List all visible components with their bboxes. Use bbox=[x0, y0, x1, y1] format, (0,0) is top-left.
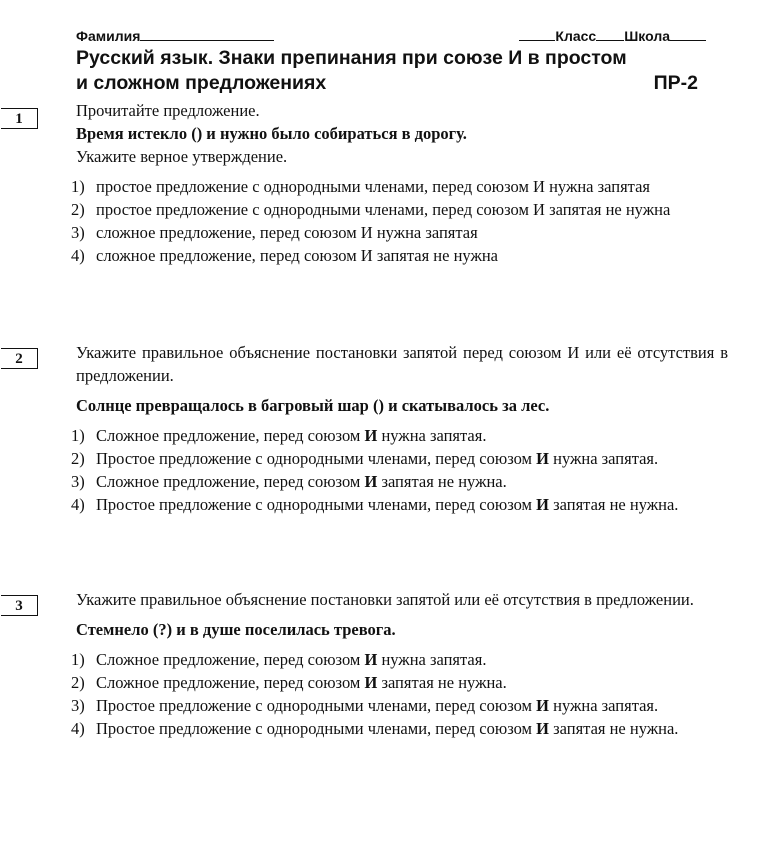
option-text: Сложное предложение, перед союзом bbox=[96, 650, 365, 669]
student-info-line bbox=[76, 27, 706, 45]
question-prompt: Укажите верное утверждение. bbox=[76, 147, 288, 166]
worksheet-code: ПР-2 bbox=[653, 72, 698, 94]
answer-option[interactable] bbox=[71, 424, 728, 447]
option-text: простое предложение с однородными членами, перед союзом И нужна запятая bbox=[96, 177, 650, 196]
option-text: запятая не нужна. bbox=[548, 719, 679, 738]
question-prompt: Укажите правильное объяснение постановки запятой перед союзом И или её отсутствия в предложении. bbox=[76, 343, 728, 385]
question-1 bbox=[71, 99, 728, 267]
option-number: 2) bbox=[71, 449, 85, 468]
answer-option[interactable] bbox=[71, 493, 728, 516]
option-number: 1) bbox=[71, 177, 85, 196]
answer-option[interactable] bbox=[71, 244, 728, 267]
option-text: Простое предложение с однородными членами, перед союзом bbox=[96, 495, 537, 514]
option-text: нужна запятая. bbox=[377, 650, 487, 669]
question-number-box: 1 bbox=[1, 108, 38, 129]
surname-field bbox=[76, 27, 274, 44]
answer-option[interactable] bbox=[71, 447, 728, 470]
option-text: нужна запятая. bbox=[548, 449, 659, 468]
option-number: 2) bbox=[71, 200, 85, 219]
option-text: Сложное предложение, перед союзом bbox=[96, 426, 365, 445]
conjunction-bold: И bbox=[536, 696, 549, 715]
option-number: 2) bbox=[71, 673, 85, 692]
option-text: запятая не нужна. bbox=[548, 495, 679, 514]
class-school-fields bbox=[519, 27, 706, 44]
answer-option[interactable] bbox=[71, 198, 728, 221]
title-line-2: и сложном предложениях bbox=[76, 72, 327, 94]
answer-option[interactable] bbox=[71, 470, 728, 493]
option-number: 4) bbox=[71, 719, 85, 738]
answer-options bbox=[71, 424, 728, 516]
answer-option[interactable] bbox=[71, 717, 728, 740]
option-text: нужна запятая. bbox=[548, 696, 659, 715]
question-sentence: Стемнело (?) и в душе поселилась тревога. bbox=[76, 620, 396, 639]
conjunction-bold: И bbox=[364, 426, 378, 445]
question-number-box: 3 bbox=[1, 595, 38, 616]
option-text: нужна запятая. bbox=[377, 426, 487, 445]
option-number: 4) bbox=[71, 246, 85, 265]
title-line-1: Русский язык. Знаки препинания при союзе И в простом bbox=[76, 47, 627, 69]
option-text: Сложное предложение, перед союзом bbox=[96, 472, 365, 491]
option-text: сложное предложение, перед союзом И запятая не нужна bbox=[96, 246, 499, 265]
answer-options bbox=[71, 175, 728, 267]
answer-option[interactable] bbox=[71, 671, 728, 694]
option-number: 3) bbox=[71, 223, 85, 242]
worksheet-title bbox=[76, 46, 736, 96]
question-intro: Прочитайте предложение. bbox=[76, 101, 260, 120]
conjunction-bold: И bbox=[364, 673, 378, 692]
option-number: 3) bbox=[71, 696, 85, 715]
class-blank bbox=[596, 27, 624, 41]
option-text: сложное предложение, перед союзом И нужна запятая bbox=[96, 223, 478, 242]
answer-option[interactable] bbox=[71, 648, 728, 671]
answer-option[interactable] bbox=[71, 221, 728, 244]
option-text: Простое предложение с однородными членами, перед союзом bbox=[96, 449, 537, 468]
option-text: Сложное предложение, перед союзом bbox=[96, 673, 365, 692]
option-number: 1) bbox=[71, 650, 85, 669]
conjunction-bold: И bbox=[536, 495, 549, 514]
conjunction-bold: И bbox=[364, 650, 378, 669]
answer-option[interactable] bbox=[71, 175, 728, 198]
conjunction-bold: И bbox=[536, 449, 549, 468]
class-prefix-blank bbox=[519, 27, 555, 41]
question-sentence: Солнце превращалось в багровый шар () и скатывалось за лес. bbox=[76, 396, 550, 415]
option-number: 4) bbox=[71, 495, 85, 514]
option-text: Простое предложение с однородными членами, перед союзом bbox=[96, 696, 537, 715]
question-number-box: 2 bbox=[1, 348, 38, 369]
question-sentence: Время истекло () и нужно было собираться в дорогу. bbox=[76, 124, 467, 143]
option-text: простое предложение с однородными членами, перед союзом И запятая не нужна bbox=[96, 200, 671, 219]
class-label: Класс bbox=[555, 28, 597, 44]
question-2 bbox=[71, 341, 728, 516]
option-text: запятая не нужна. bbox=[377, 472, 507, 491]
school-label: Школа bbox=[624, 28, 670, 44]
answer-option[interactable] bbox=[71, 694, 728, 717]
answer-options bbox=[71, 648, 728, 740]
surname-blank bbox=[140, 27, 274, 41]
conjunction-bold: И bbox=[364, 472, 378, 491]
option-text: запятая не нужна. bbox=[377, 673, 507, 692]
conjunction-bold: И bbox=[536, 719, 549, 738]
question-prompt: Укажите правильное объяснение постановки запятой или её отсутствия в предложении. bbox=[76, 590, 694, 609]
school-blank bbox=[670, 27, 706, 41]
option-number: 3) bbox=[71, 472, 85, 491]
surname-label: Фамилия bbox=[76, 28, 141, 44]
question-3 bbox=[71, 588, 728, 740]
option-number: 1) bbox=[71, 426, 85, 445]
option-text: Простое предложение с однородными членами, перед союзом bbox=[96, 719, 537, 738]
